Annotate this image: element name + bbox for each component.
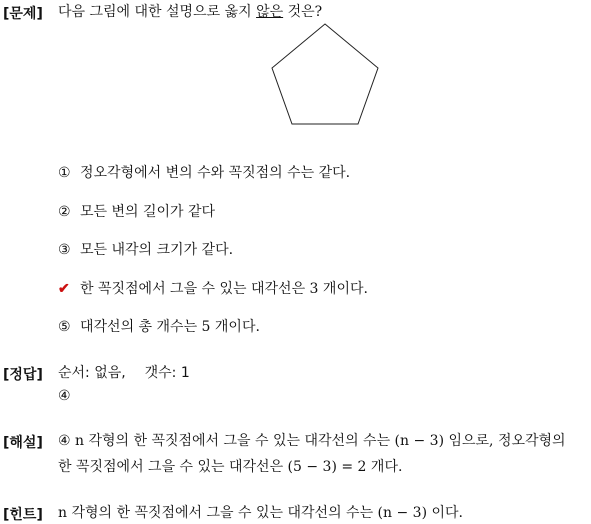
choice-1-text: 정오각형에서 변의 수와 꼭짓점의 수는 같다. bbox=[80, 165, 351, 181]
answer-count: 갯수: 1 bbox=[144, 365, 190, 381]
answer-label: [정답] bbox=[3, 367, 43, 383]
explanation-line-1: ④ n 각형의 한 꼭짓점에서 그을 수 있는 대각선의 수는 (n − 3) 임으로, 정오각형의 bbox=[58, 433, 566, 449]
prompt-underlined: 않은 bbox=[256, 4, 284, 20]
choice-5[interactable] bbox=[58, 318, 260, 336]
choice-5-marker: ⑤ bbox=[58, 319, 71, 335]
choice-4[interactable] bbox=[58, 280, 368, 298]
choice-2-text: 모든 변의 길이가 같다 bbox=[80, 204, 216, 220]
answer-order: 순서: 없음, bbox=[58, 365, 126, 381]
choice-1-marker: ① bbox=[58, 165, 71, 181]
choice-4-text: 한 꼭짓점에서 그을 수 있는 대각선은 3 개이다. bbox=[80, 281, 368, 297]
prompt-after: 것은? bbox=[283, 4, 323, 20]
choice-5-text: 대각선의 총 개수는 5 개이다. bbox=[80, 319, 260, 335]
choice-3-marker: ③ bbox=[58, 242, 71, 258]
answer-line-2: ④ bbox=[58, 388, 71, 404]
answer-line-1 bbox=[58, 364, 190, 382]
checkmark-icon: ✔ bbox=[58, 281, 70, 297]
question-label: [문제] bbox=[3, 6, 43, 22]
choice-3-text: 모든 내각의 크기가 같다. bbox=[80, 242, 234, 258]
pentagon-figure bbox=[0, 0, 591, 140]
choice-2[interactable] bbox=[58, 203, 215, 221]
choice-3[interactable] bbox=[58, 241, 233, 259]
explanation-label: [해설] bbox=[3, 435, 43, 451]
choice-2-marker: ② bbox=[58, 204, 71, 220]
pentagon-shape bbox=[272, 24, 378, 124]
hint-label: [힌트] bbox=[3, 507, 43, 523]
choice-1[interactable] bbox=[58, 164, 350, 182]
prompt-before: 다음 그림에 대한 설명으로 옳지 bbox=[58, 4, 257, 20]
explanation-line-2: 한 꼭짓점에서 그을 수 있는 대각선은 (5 − 3) = 2 개다. bbox=[58, 459, 403, 475]
hint-text: n 각형의 한 꼭짓점에서 그을 수 있는 대각선의 수는 (n − 3) 이다. bbox=[58, 505, 463, 521]
